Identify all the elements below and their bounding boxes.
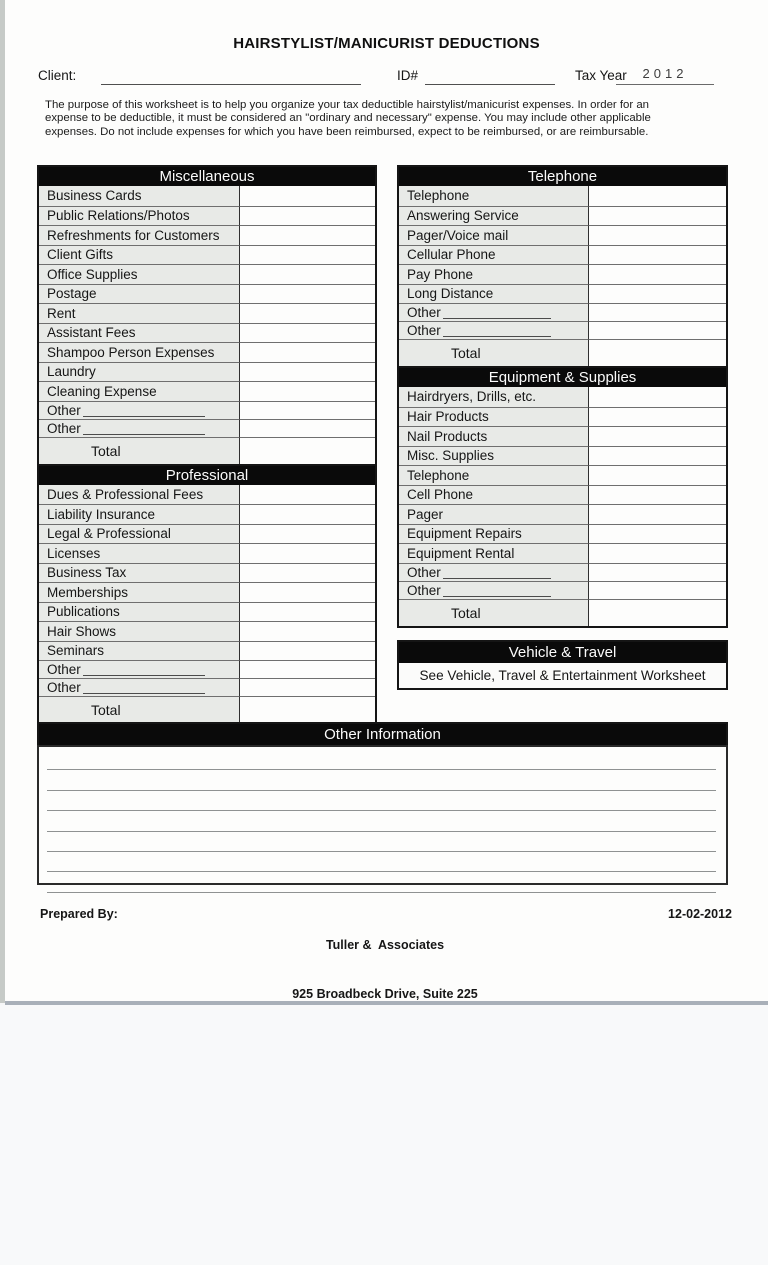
expense-row xyxy=(39,504,375,524)
amount-cell xyxy=(589,303,726,321)
amount-cell xyxy=(240,284,375,304)
amount-cell xyxy=(240,543,375,563)
amount-cell xyxy=(589,186,726,206)
expense-label: Equipment Rental xyxy=(399,543,589,563)
other-label-text: Other xyxy=(47,402,81,418)
intro-paragraph xyxy=(45,99,740,139)
expense-label: Legal & Professional xyxy=(39,524,240,544)
total-label: Total xyxy=(399,339,589,366)
expense-label: Hair Shows xyxy=(39,621,240,641)
client-label: Client: xyxy=(38,68,77,83)
amount-cell xyxy=(240,504,375,524)
total-amount-cell xyxy=(240,437,375,464)
expense-label: Answering Service xyxy=(399,206,589,226)
other-row xyxy=(39,678,375,696)
tax-year-label: Tax Year xyxy=(575,68,627,83)
intro-line: expense to be deductible, it must be considered an "ordinary and necessary" expense. You may include other applicable xyxy=(45,112,651,125)
page-title: HAIRSTYLIST/MANICURIST DEDUCTIONS xyxy=(233,35,540,52)
ruled-line xyxy=(47,811,716,831)
expense-row xyxy=(399,245,726,265)
amount-cell xyxy=(589,543,726,563)
amount-cell xyxy=(589,563,726,581)
amount-cell xyxy=(240,641,375,661)
other-information-section-header: Other Information xyxy=(37,722,728,745)
total-label: Total xyxy=(39,696,240,723)
expense-label: Laundry xyxy=(39,362,240,382)
total-row xyxy=(39,696,375,723)
expense-row xyxy=(39,543,375,563)
other-row xyxy=(39,401,375,419)
right-column xyxy=(397,165,728,628)
other-row xyxy=(39,660,375,678)
other-row xyxy=(399,303,726,321)
telephone-table xyxy=(397,165,728,368)
amount-cell xyxy=(589,524,726,544)
other-label-text: Other xyxy=(407,323,441,338)
expense-label: Liability Insurance xyxy=(39,504,240,524)
other-label-text: Other xyxy=(47,680,81,695)
amount-cell xyxy=(240,245,375,265)
expense-row xyxy=(399,485,726,505)
other-row xyxy=(399,581,726,599)
amount-cell xyxy=(589,407,726,427)
total-label: Total xyxy=(399,599,589,626)
amount-cell xyxy=(240,621,375,641)
expense-row xyxy=(39,621,375,641)
amount-cell xyxy=(589,581,726,599)
amount-cell xyxy=(589,465,726,485)
expense-label: Memberships xyxy=(39,582,240,602)
miscellaneous-table xyxy=(37,165,377,466)
expense-row xyxy=(399,504,726,524)
expense-label: Cell Phone xyxy=(399,485,589,505)
expense-row xyxy=(39,245,375,265)
total-row xyxy=(399,599,726,626)
amount-cell xyxy=(240,264,375,284)
expense-label: Assistant Fees xyxy=(39,323,240,343)
worksheet-sheet xyxy=(5,0,768,1005)
expense-label: Seminars xyxy=(39,641,240,661)
expense-label: Public Relations/Photos xyxy=(39,206,240,226)
other-information-box xyxy=(37,745,728,885)
expense-label: Publications xyxy=(39,602,240,622)
amount-cell xyxy=(589,284,726,304)
amount-cell xyxy=(589,245,726,265)
equipment-section-header: Equipment & Supplies xyxy=(399,368,726,387)
expense-label: Long Distance xyxy=(399,284,589,304)
other-blank-line xyxy=(443,324,551,337)
other-label xyxy=(399,563,589,581)
ruled-line xyxy=(47,872,716,892)
expense-label: Hairdryers, Drills, etc. xyxy=(399,387,589,407)
client-blank-line xyxy=(101,66,361,85)
amount-cell xyxy=(589,504,726,524)
expense-row xyxy=(39,323,375,343)
other-label xyxy=(399,321,589,339)
expense-row xyxy=(39,582,375,602)
expense-row xyxy=(39,264,375,284)
other-blank-line xyxy=(443,566,551,579)
expense-row xyxy=(39,225,375,245)
expense-row xyxy=(399,543,726,563)
other-blank-line xyxy=(443,584,551,597)
tax-year-value: 2012 xyxy=(616,66,714,85)
equipment-table xyxy=(397,366,728,628)
expense-row xyxy=(399,264,726,284)
total-row xyxy=(39,437,375,464)
other-label-text: Other xyxy=(47,420,81,436)
amount-cell xyxy=(240,678,375,696)
expense-row xyxy=(39,186,375,206)
left-column xyxy=(37,165,377,725)
amount-cell xyxy=(589,321,726,339)
amount-cell xyxy=(240,485,375,505)
expense-label: Licenses xyxy=(39,543,240,563)
ruled-line xyxy=(47,832,716,852)
id-label: ID# xyxy=(397,68,419,83)
other-row xyxy=(39,419,375,437)
amount-cell xyxy=(240,186,375,206)
preparer-address-line1: 925 Broadbeck Drive, Suite 225 xyxy=(292,987,478,1002)
scan-background xyxy=(0,1005,768,1265)
preparer-company-name: Tuller & Associates xyxy=(325,938,445,953)
expense-row xyxy=(399,407,726,427)
expense-label: Dues & Professional Fees xyxy=(39,485,240,505)
miscellaneous-section-header: Miscellaneous xyxy=(39,167,375,186)
other-label-text: Other xyxy=(407,564,441,580)
total-amount-cell xyxy=(589,599,726,626)
other-blank-line xyxy=(83,681,205,694)
intro-line: expenses. Do not include expenses for which you have been reimbursed, expect to be reimbursed, or are reimbursable. xyxy=(45,125,649,138)
professional-section-header: Professional xyxy=(39,466,375,485)
expense-row xyxy=(39,342,375,362)
expense-label: Postage xyxy=(39,284,240,304)
expense-row xyxy=(399,446,726,466)
expense-row xyxy=(399,387,726,407)
other-row xyxy=(399,563,726,581)
amount-cell xyxy=(240,342,375,362)
expense-row xyxy=(39,284,375,304)
expense-label: Shampoo Person Expenses xyxy=(39,342,240,362)
expense-row xyxy=(399,426,726,446)
expense-label: Office Supplies xyxy=(39,264,240,284)
expense-label: Pay Phone xyxy=(399,264,589,284)
expense-label: Cellular Phone xyxy=(399,245,589,265)
amount-cell xyxy=(240,362,375,382)
expense-label: Business Cards xyxy=(39,186,240,206)
expense-label: Equipment Repairs xyxy=(399,524,589,544)
amount-cell xyxy=(240,323,375,343)
other-label xyxy=(39,401,240,419)
expense-label: Pager/Voice mail xyxy=(399,225,589,245)
amount-cell xyxy=(240,660,375,678)
expense-label: Nail Products xyxy=(399,426,589,446)
expense-label: Telephone xyxy=(399,186,589,206)
amount-cell xyxy=(589,485,726,505)
other-blank-line xyxy=(443,306,551,319)
other-blank-line xyxy=(83,663,205,676)
other-label xyxy=(399,303,589,321)
other-blank-line xyxy=(83,422,205,435)
ruled-line xyxy=(47,770,716,790)
amount-cell xyxy=(240,225,375,245)
amount-cell xyxy=(589,206,726,226)
expense-label: Cleaning Expense xyxy=(39,381,240,401)
expense-row xyxy=(39,602,375,622)
amount-cell xyxy=(240,401,375,419)
intro-line: The purpose of this worksheet is to help you organize your tax deductible hairstylist/manicurist expenses. In order for an xyxy=(45,99,650,111)
expense-row xyxy=(399,465,726,485)
expense-row xyxy=(39,362,375,382)
ruled-line xyxy=(47,852,716,872)
amount-cell xyxy=(589,446,726,466)
amount-cell xyxy=(240,602,375,622)
expense-label: Refreshments for Customers xyxy=(39,225,240,245)
expense-row xyxy=(39,524,375,544)
amount-cell xyxy=(589,264,726,284)
expense-row xyxy=(39,303,375,323)
expense-label: Client Gifts xyxy=(39,245,240,265)
expense-label: Business Tax xyxy=(39,563,240,583)
amount-cell xyxy=(589,387,726,407)
amount-cell xyxy=(589,225,726,245)
amount-cell xyxy=(240,563,375,583)
expense-label: Pager xyxy=(399,504,589,524)
other-label xyxy=(39,678,240,696)
amount-cell xyxy=(240,303,375,323)
total-label: Total xyxy=(39,437,240,464)
amount-cell xyxy=(589,426,726,446)
expense-label: Rent xyxy=(39,303,240,323)
amount-cell xyxy=(240,419,375,437)
other-row xyxy=(399,321,726,339)
other-label-text: Other xyxy=(407,582,441,598)
expense-row xyxy=(39,563,375,583)
amount-cell xyxy=(240,381,375,401)
vehicle-travel-note: See Vehicle, Travel & Entertainment Worksheet xyxy=(399,663,726,688)
professional-table xyxy=(37,464,377,726)
expense-row xyxy=(39,206,375,226)
other-information-section xyxy=(37,722,728,885)
expense-label: Misc. Supplies xyxy=(399,446,589,466)
ruled-line xyxy=(47,791,716,811)
other-blank-line xyxy=(83,404,205,417)
expense-row xyxy=(39,641,375,661)
expense-row xyxy=(39,485,375,505)
expense-row xyxy=(39,381,375,401)
other-label-text: Other xyxy=(47,662,81,677)
other-label xyxy=(39,419,240,437)
other-label xyxy=(39,660,240,678)
vehicle-travel-table xyxy=(397,640,728,690)
amount-cell xyxy=(240,206,375,226)
expense-row xyxy=(399,186,726,206)
id-blank-line xyxy=(425,66,555,85)
prepared-by-label: Prepared By: xyxy=(40,907,118,921)
amount-cell xyxy=(240,524,375,544)
expense-label: Telephone xyxy=(399,465,589,485)
vehicle-travel-section-header: Vehicle & Travel xyxy=(399,642,726,663)
expense-row xyxy=(399,206,726,226)
other-label-text: Other xyxy=(407,305,441,320)
ruled-line xyxy=(47,750,716,770)
other-label xyxy=(399,581,589,599)
total-amount-cell xyxy=(589,339,726,366)
expense-label: Hair Products xyxy=(399,407,589,427)
amount-cell xyxy=(240,582,375,602)
expense-row xyxy=(399,284,726,304)
expense-row xyxy=(399,524,726,544)
total-row xyxy=(399,339,726,366)
prepared-date: 12-02-2012 xyxy=(668,907,732,921)
total-amount-cell xyxy=(240,696,375,723)
client-info-row xyxy=(5,66,768,90)
telephone-section-header: Telephone xyxy=(399,167,726,186)
expense-row xyxy=(399,225,726,245)
